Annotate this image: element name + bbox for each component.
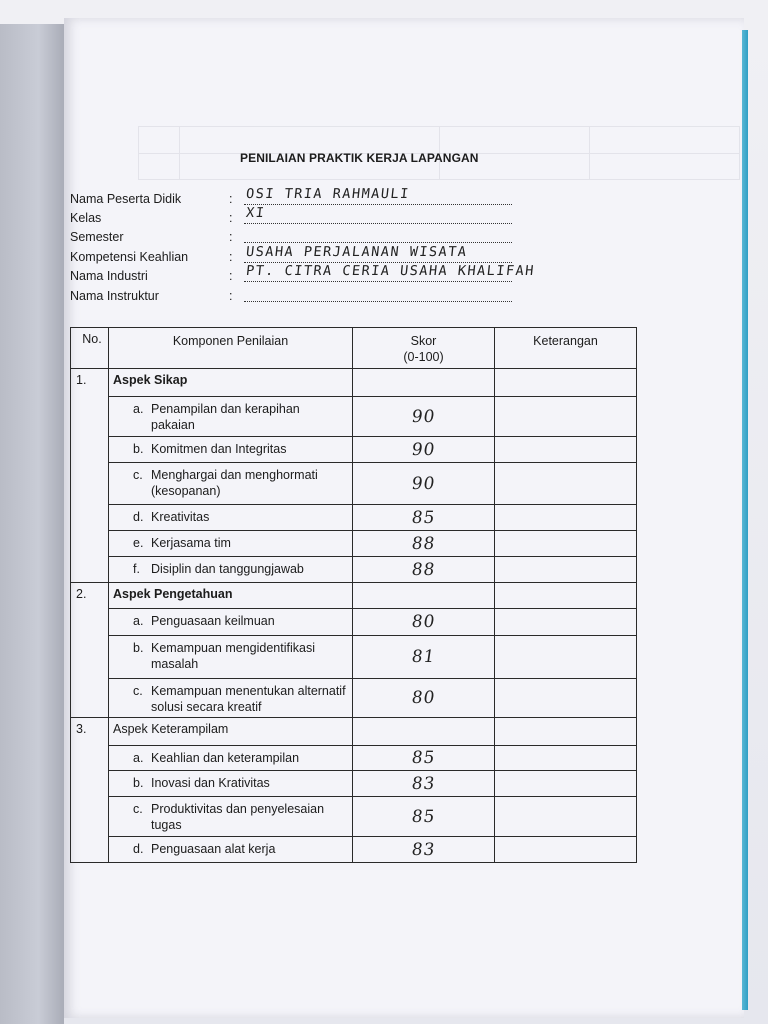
component-cell [109, 797, 353, 837]
table-row [71, 397, 637, 437]
assessment-table-body [71, 369, 637, 863]
item-text: Disiplin dan tanggungjawab [151, 562, 304, 576]
section-title: Aspek Keterampilam [109, 718, 353, 746]
info-colon: : [229, 289, 233, 303]
score-cell [353, 437, 495, 463]
handwritten-value: USAHA PERJALANAN WISATA [245, 244, 469, 260]
section-note-cell [495, 718, 637, 746]
score-cell [353, 679, 495, 718]
handwritten-score: 80 [410, 612, 437, 632]
item-text: Penguasaan keilmuan [151, 614, 275, 628]
score-cell [353, 557, 495, 583]
component-cell [109, 505, 353, 531]
info-row-industry [70, 263, 536, 286]
handwritten-score: 80 [410, 688, 437, 708]
score-cell [353, 797, 495, 837]
score-cell [353, 746, 495, 771]
info-label: Semester [70, 230, 124, 244]
section-score-cell [353, 718, 495, 746]
handwritten-score: 83 [410, 839, 437, 860]
dotted-line [244, 223, 512, 224]
component-cell [109, 636, 353, 679]
note-cell [495, 837, 637, 863]
item-text: Komitmen dan Integritas [151, 442, 287, 456]
item-letter: a. [133, 751, 144, 765]
component-cell [109, 679, 353, 718]
note-cell [495, 397, 637, 437]
table-row [71, 557, 637, 583]
section-score-cell [353, 369, 495, 397]
item-letter: c. [133, 684, 143, 698]
item-letter: b. [133, 776, 144, 790]
info-label: Nama Peserta Didik [70, 192, 182, 206]
item-text: Penguasaan alat kerja [151, 842, 276, 856]
handwritten-score: 90 [410, 439, 437, 460]
table-row [71, 797, 637, 837]
component-cell [109, 609, 353, 636]
handwritten-score: 85 [410, 748, 437, 768]
section-row [71, 583, 637, 609]
component-cell [109, 557, 353, 583]
document-title: PENILAIAN PRAKTIK KERJA LAPANGAN [240, 151, 479, 165]
handwritten-value: PT. CITRA CERIA USAHA KHALIFAH [245, 263, 536, 279]
item-letter: e. [133, 536, 144, 550]
handwritten-score: 88 [410, 559, 437, 580]
info-colon: : [229, 230, 233, 244]
score-cell [353, 505, 495, 531]
section-number: 2. [71, 583, 109, 718]
item-letter: d. [133, 510, 144, 524]
note-cell [495, 771, 637, 797]
info-colon: : [229, 250, 233, 264]
note-cell [495, 746, 637, 771]
item-text: Kreativitas [151, 510, 210, 524]
score-cell [353, 531, 495, 557]
item-text: Produktivitas dan penyelesaian tugas [151, 802, 325, 832]
info-label: Kompetensi Keahlian [70, 250, 189, 264]
header-component: Komponen Penilaian [109, 328, 353, 369]
handwritten-score: 85 [410, 806, 437, 827]
table-row [71, 437, 637, 463]
header-note: Keterangan [495, 328, 637, 369]
item-letter: a. [133, 402, 144, 416]
header-no: No. [71, 328, 109, 369]
table-header-row [71, 328, 637, 369]
section-row [71, 718, 637, 746]
dotted-line [244, 242, 512, 243]
section-note-cell [495, 583, 637, 609]
note-cell [495, 636, 637, 679]
table-row [71, 837, 637, 863]
header-score [353, 328, 495, 369]
handwritten-score: 90 [410, 406, 437, 427]
info-label: Nama Industri [70, 269, 148, 283]
info-row-name [70, 186, 515, 209]
handwritten-score: 83 [410, 773, 437, 794]
info-label: Kelas [70, 211, 102, 225]
handwritten-value: XI [245, 205, 267, 221]
section-note-cell [495, 369, 637, 397]
note-cell [495, 531, 637, 557]
info-label: Nama Instruktur [70, 289, 159, 303]
item-letter: b. [133, 641, 144, 655]
info-row-class [70, 205, 515, 228]
component-cell [109, 837, 353, 863]
handwritten-score: 81 [410, 647, 437, 667]
item-letter: d. [133, 842, 144, 856]
item-text: Kemampuan menentukan alternatif solusi secara kreatif [151, 684, 346, 714]
score-cell [353, 636, 495, 679]
table-row [71, 746, 637, 771]
table-row [71, 771, 637, 797]
score-cell [353, 771, 495, 797]
info-colon: : [229, 192, 233, 206]
note-cell [495, 557, 637, 583]
section-score-cell [353, 583, 495, 609]
score-cell [353, 397, 495, 437]
item-text: Kemampuan mengidentifikasi masalah [151, 641, 315, 671]
component-cell [109, 746, 353, 771]
handwritten-score: 85 [410, 507, 437, 528]
folder-cover-edge [742, 30, 748, 1010]
item-letter: f. [133, 562, 140, 576]
dotted-line [244, 204, 512, 205]
item-text: Inovasi dan Krativitas [151, 776, 270, 790]
component-cell [109, 531, 353, 557]
table-row [71, 463, 637, 505]
component-cell [109, 771, 353, 797]
table-row [71, 636, 637, 679]
section-number: 3. [71, 718, 109, 863]
table-row [71, 609, 637, 636]
note-cell [495, 437, 637, 463]
item-letter: c. [133, 468, 143, 482]
score-cell [353, 463, 495, 505]
handwritten-score: 88 [410, 533, 437, 554]
item-letter: c. [133, 802, 143, 816]
info-colon: : [229, 269, 233, 283]
header-score-label: Skor [410, 334, 437, 348]
note-cell [495, 679, 637, 718]
component-cell [109, 463, 353, 505]
item-text: Menghargai dan menghormati (kesopanan) [151, 468, 318, 498]
item-text: Keahlian dan keterampilan [151, 751, 300, 765]
handwritten-value: OSI TRIA RAHMAULI [245, 186, 411, 202]
item-letter: b. [133, 442, 144, 456]
section-title: Aspek Sikap [109, 369, 353, 397]
component-cell [109, 437, 353, 463]
component-cell [109, 397, 353, 437]
info-row-instructor [70, 287, 515, 306]
info-colon: : [229, 211, 233, 225]
handwritten-score: 90 [410, 473, 437, 494]
dotted-line [244, 281, 512, 282]
note-cell [495, 609, 637, 636]
header-score-range: (0-100) [403, 350, 444, 364]
note-cell [495, 463, 637, 505]
section-title: Aspek Pengetahuan [109, 583, 353, 609]
back-page-edge [0, 24, 64, 1024]
score-cell [353, 837, 495, 863]
score-cell [353, 609, 495, 636]
table-row [71, 505, 637, 531]
assessment-table [70, 327, 637, 863]
table-row [71, 679, 637, 718]
dotted-line [244, 301, 512, 302]
item-text: Penampilan dan kerapihan pakaian [151, 402, 300, 432]
section-row [71, 369, 637, 397]
table-row [71, 531, 637, 557]
note-cell [495, 505, 637, 531]
section-number: 1. [71, 369, 109, 583]
note-cell [495, 797, 637, 837]
item-letter: a. [133, 614, 144, 628]
item-text: Kerjasama tim [151, 536, 231, 550]
